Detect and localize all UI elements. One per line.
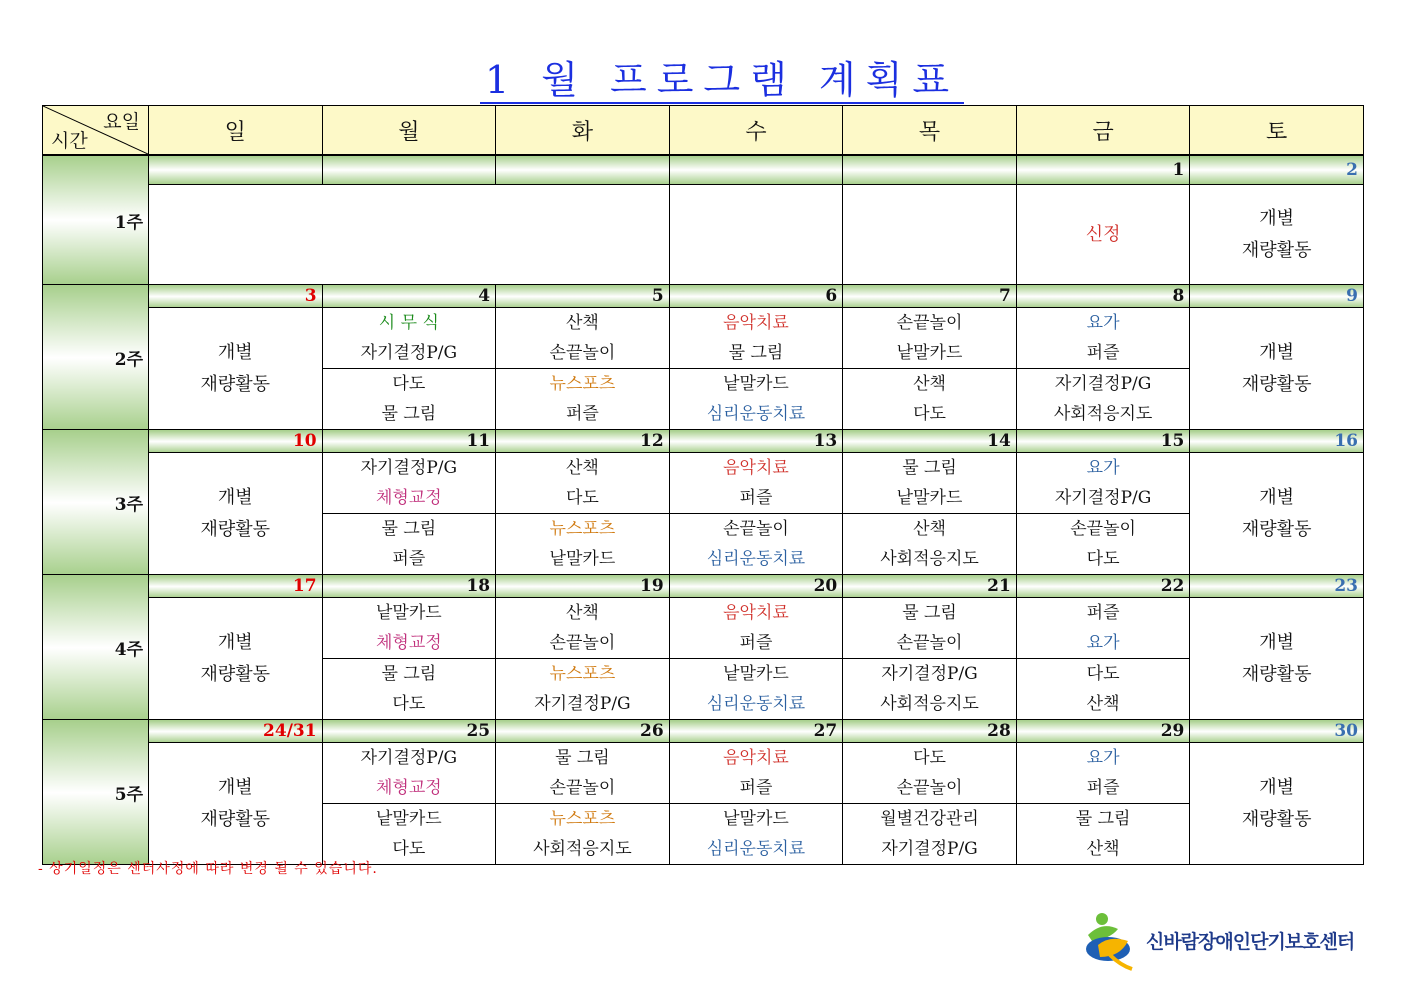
tue-cell [496,308,670,369]
day-header-tue: 화 [496,106,670,156]
date-cell: 16 [1190,430,1364,453]
date-cell: 20 [669,575,843,598]
activity-label: 퍼즐 [739,778,773,798]
date-cell: 5 [496,285,670,308]
activity-label: 체형교정 [375,633,442,653]
page-title: 1 월 프로그램 계획표 [480,58,964,104]
empty-cell [843,185,1017,285]
date-cell: 19 [496,575,670,598]
activity-label: 손끝놀이 [549,343,616,363]
activity-label: 자기결정P/G [1054,488,1152,508]
thu-cell [843,514,1017,575]
activity-label: 손끝놀이 [723,519,789,539]
activity-label: 개별 [217,486,253,508]
fri-cell [1016,659,1190,720]
sun-cell [149,743,323,865]
date-cell: 15 [1016,430,1190,453]
activity-label: 퍼즐 [1086,778,1120,798]
activity-label: 낱말카드 [896,343,963,363]
activity-label: 다도 [392,694,426,714]
activity-label: 재량활동 [1241,518,1312,540]
activity-label: 사회적응지도 [1053,404,1153,424]
tue-cell [496,659,670,720]
activity-label: 물 그림 [381,519,437,539]
activity-label: 다도 [392,374,426,394]
activity-label: 개별 [217,776,253,798]
date-cell: 7 [843,285,1017,308]
mon-cell [322,659,496,720]
activity-label: 요가 [1086,458,1120,478]
date-cell: 1 [1016,155,1190,185]
activity-label: 낱말카드 [723,809,789,829]
activity-label: 산책 [913,519,946,539]
date-cell [496,155,670,185]
activity-label: 퍼즐 [565,404,599,424]
activity-label: 물 그림 [381,664,437,684]
date-cell: 4 [322,285,496,308]
activity-label: 손끝놀이 [896,633,963,653]
activity-label: 퍼즐 [1086,603,1120,623]
activity-label: 손끝놀이 [1070,519,1136,539]
activity-label: 개별 [1259,631,1295,653]
header-row [43,106,1364,156]
wed-cell [669,598,843,659]
date-cell: 25 [322,720,496,743]
activity-label: 손끝놀이 [896,313,963,333]
date-cell: 11 [322,430,496,453]
activity-label: 물 그림 [1075,809,1131,829]
thu-cell [843,598,1017,659]
date-cell: 28 [843,720,1017,743]
date-cell: 24/31 [149,720,323,743]
week-label: 2주 [43,285,149,430]
fri-cell [1016,453,1190,514]
mon-cell [322,453,496,514]
activity-label: 낱말카드 [549,549,616,569]
logo-text: 신바람장애인단기보호센터 [1146,931,1355,953]
activity-label: 다도 [1086,549,1120,569]
activity-label: 낱말카드 [375,603,442,623]
mon-cell [322,308,496,369]
activity-label: 산책 [1086,694,1120,714]
activity-label: 요가 [1086,633,1120,653]
activity-label: 다도 [1086,664,1120,684]
date-row [43,720,1364,743]
tue-cell [496,804,670,865]
week-label: 1주 [43,155,149,285]
activity-label: 다도 [565,488,599,508]
activity-label: 재량활동 [200,518,271,540]
date-cell: 21 [843,575,1017,598]
activity-row [43,308,1364,369]
corner-day-label: 요일 [103,111,140,133]
activity-label: 뉴스포츠 [549,374,616,394]
activity-label: 심리운동치료 [706,549,806,569]
week-label: 4주 [43,575,149,720]
sat-cell [1190,743,1364,865]
activity-label: 물 그림 [902,458,957,478]
date-cell [322,155,496,185]
activity-label: 낱말카드 [375,809,442,829]
activity-label: 음악치료 [723,458,789,478]
thu-cell [843,308,1017,369]
date-cell: 13 [669,430,843,453]
date-row [43,430,1364,453]
day-header-sun: 일 [149,106,323,156]
activity-label: 다도 [913,748,946,768]
fri-cell [1016,514,1190,575]
tue-cell [496,369,670,430]
wed-cell [669,453,843,514]
tue-cell [496,514,670,575]
sun-cell [149,598,323,720]
date-cell: 14 [843,430,1017,453]
activity-label: 뉴스포츠 [549,809,616,829]
fri-cell [1016,743,1190,804]
date-cell: 2 [1190,155,1364,185]
date-cell [843,155,1017,185]
activity-label: 재량활동 [200,373,271,395]
activity-label: 물 그림 [555,748,610,768]
sat-cell [1190,185,1364,285]
date-cell: 6 [669,285,843,308]
activity-label: 산책 [1086,839,1120,859]
activity-label: 자기결정P/G [881,839,978,859]
corner-time-label: 시간 [51,130,88,152]
fri-cell [1016,308,1190,369]
activity-label: 체형교정 [375,488,442,508]
mon-cell [322,804,496,865]
activity-label: 사회적응지도 [533,839,632,859]
schedule-table [42,105,1364,865]
week-label: 5주 [43,720,149,865]
activity-label: 산책 [565,603,599,623]
tue-cell [496,743,670,804]
activity-label: 개별 [217,631,253,653]
date-cell: 12 [496,430,670,453]
activity-label: 자기결정P/G [1054,374,1152,394]
activity-label: 음악치료 [723,603,789,623]
date-cell: 17 [149,575,323,598]
activity-label: 자기결정P/G [881,664,978,684]
activity-label: 개별 [1259,486,1295,508]
mon-cell [322,514,496,575]
activity-label: 심리운동치료 [706,404,806,424]
date-row [43,155,1364,185]
sat-cell [1190,598,1364,720]
activity-label: 손끝놀이 [896,778,963,798]
activity-label: 재량활동 [1241,808,1312,830]
activity-label: 재량활동 [1241,663,1312,685]
day-header-fri: 금 [1016,106,1190,156]
activity-label: 낱말카드 [723,374,789,394]
activity-label: 심리운동치료 [706,694,806,714]
sat-cell [1190,453,1364,575]
activity-label: 다도 [392,839,426,859]
day-header-mon: 월 [322,106,496,156]
activity-label: 낱말카드 [723,664,789,684]
wed-cell [669,659,843,720]
activity-label: 물 그림 [902,603,957,623]
date-cell: 22 [1016,575,1190,598]
activity-label: 뉴스포츠 [549,664,616,684]
thu-cell [843,453,1017,514]
date-row [43,285,1364,308]
activity-row [43,185,1364,285]
activity-label: 심리운동치료 [706,839,806,859]
date-cell: 23 [1190,575,1364,598]
wed-cell [669,308,843,369]
activity-label: 사회적응지도 [880,549,979,569]
activity-label: 다도 [913,404,946,424]
corner-cell [43,106,149,156]
thu-cell [843,369,1017,430]
activity-label: 재량활동 [200,808,271,830]
thu-cell [843,743,1017,804]
day-header-thu: 목 [843,106,1017,156]
activity-label: 음악치료 [723,748,789,768]
activity-label: 물 그림 [381,404,437,424]
activity-label: 개별 [1259,341,1295,363]
activity-label: 재량활동 [1241,373,1312,395]
thu-cell [843,659,1017,720]
tue-cell [496,453,670,514]
activity-row [43,598,1364,659]
thu-cell [843,804,1017,865]
date-cell: 27 [669,720,843,743]
date-cell: 9 [1190,285,1364,308]
activity-label: 퍼즐 [1086,343,1120,363]
sun-cell [149,308,323,430]
activity-label: 퍼즐 [739,633,773,653]
date-cell [149,155,323,185]
sat-cell [1190,308,1364,430]
activity-label: 재량활동 [1241,239,1312,261]
date-cell: 3 [149,285,323,308]
fri-cell [1016,804,1190,865]
date-cell: 26 [496,720,670,743]
date-cell: 18 [322,575,496,598]
activity-label: 사회적응지도 [880,694,979,714]
date-cell: 8 [1016,285,1190,308]
date-cell: 29 [1016,720,1190,743]
fri-cell [1016,185,1190,285]
activity-label: 자기결정P/G [360,458,458,478]
date-row [43,575,1364,598]
day-header-sat: 토 [1190,106,1364,156]
day-header-wed: 수 [669,106,843,156]
activity-label: 물 그림 [728,343,784,363]
mon-cell [322,598,496,659]
activity-label: 뉴스포츠 [549,519,616,539]
week-label: 3주 [43,430,149,575]
disclaimer-note: - 상기일정은 센터사정에 따라 변경 될 수 있습니다. [38,861,378,877]
empty-cell [149,185,670,285]
activity-label: 요가 [1086,748,1120,768]
activity-label: 체형교정 [375,778,442,798]
sun-cell [149,453,323,575]
activity-label: 퍼즐 [392,549,426,569]
activity-label: 시 무 식 [378,313,439,333]
activity-label: 개별 [1259,776,1295,798]
empty-cell [669,185,843,285]
activity-label: 음악치료 [723,313,789,333]
activity-label: 자기결정P/G [360,748,458,768]
mon-cell [322,369,496,430]
wed-cell [669,369,843,430]
logo-figure-icon [1080,905,1144,975]
fri-cell [1016,598,1190,659]
date-cell: 10 [149,430,323,453]
activity-label: 재량활동 [200,663,271,685]
mon-cell [322,743,496,804]
activity-label: 산책 [565,458,599,478]
activity-label: 개별 [1259,207,1295,229]
activity-row [43,743,1364,804]
wed-cell [669,804,843,865]
activity-label: 자기결정P/G [360,343,458,363]
activity-label: 산책 [565,313,599,333]
activity-label: 월별건강관리 [880,809,979,829]
wed-cell [669,514,843,575]
center-logo [1080,905,1355,975]
activity-label: 자기결정P/G [534,694,631,714]
tue-cell [496,598,670,659]
activity-label: 손끝놀이 [549,778,616,798]
wed-cell [669,743,843,804]
activity-label: 산책 [913,374,946,394]
activity-label: 퍼즐 [739,488,773,508]
activity-row [43,453,1364,514]
date-cell: 30 [1190,720,1364,743]
activity-label: 개별 [217,341,253,363]
activity-label: 손끝놀이 [549,633,616,653]
fri-cell [1016,369,1190,430]
date-cell [669,155,843,185]
holiday-label: 신정 [1085,223,1121,245]
activity-label: 낱말카드 [896,488,963,508]
activity-label: 요가 [1086,313,1120,333]
